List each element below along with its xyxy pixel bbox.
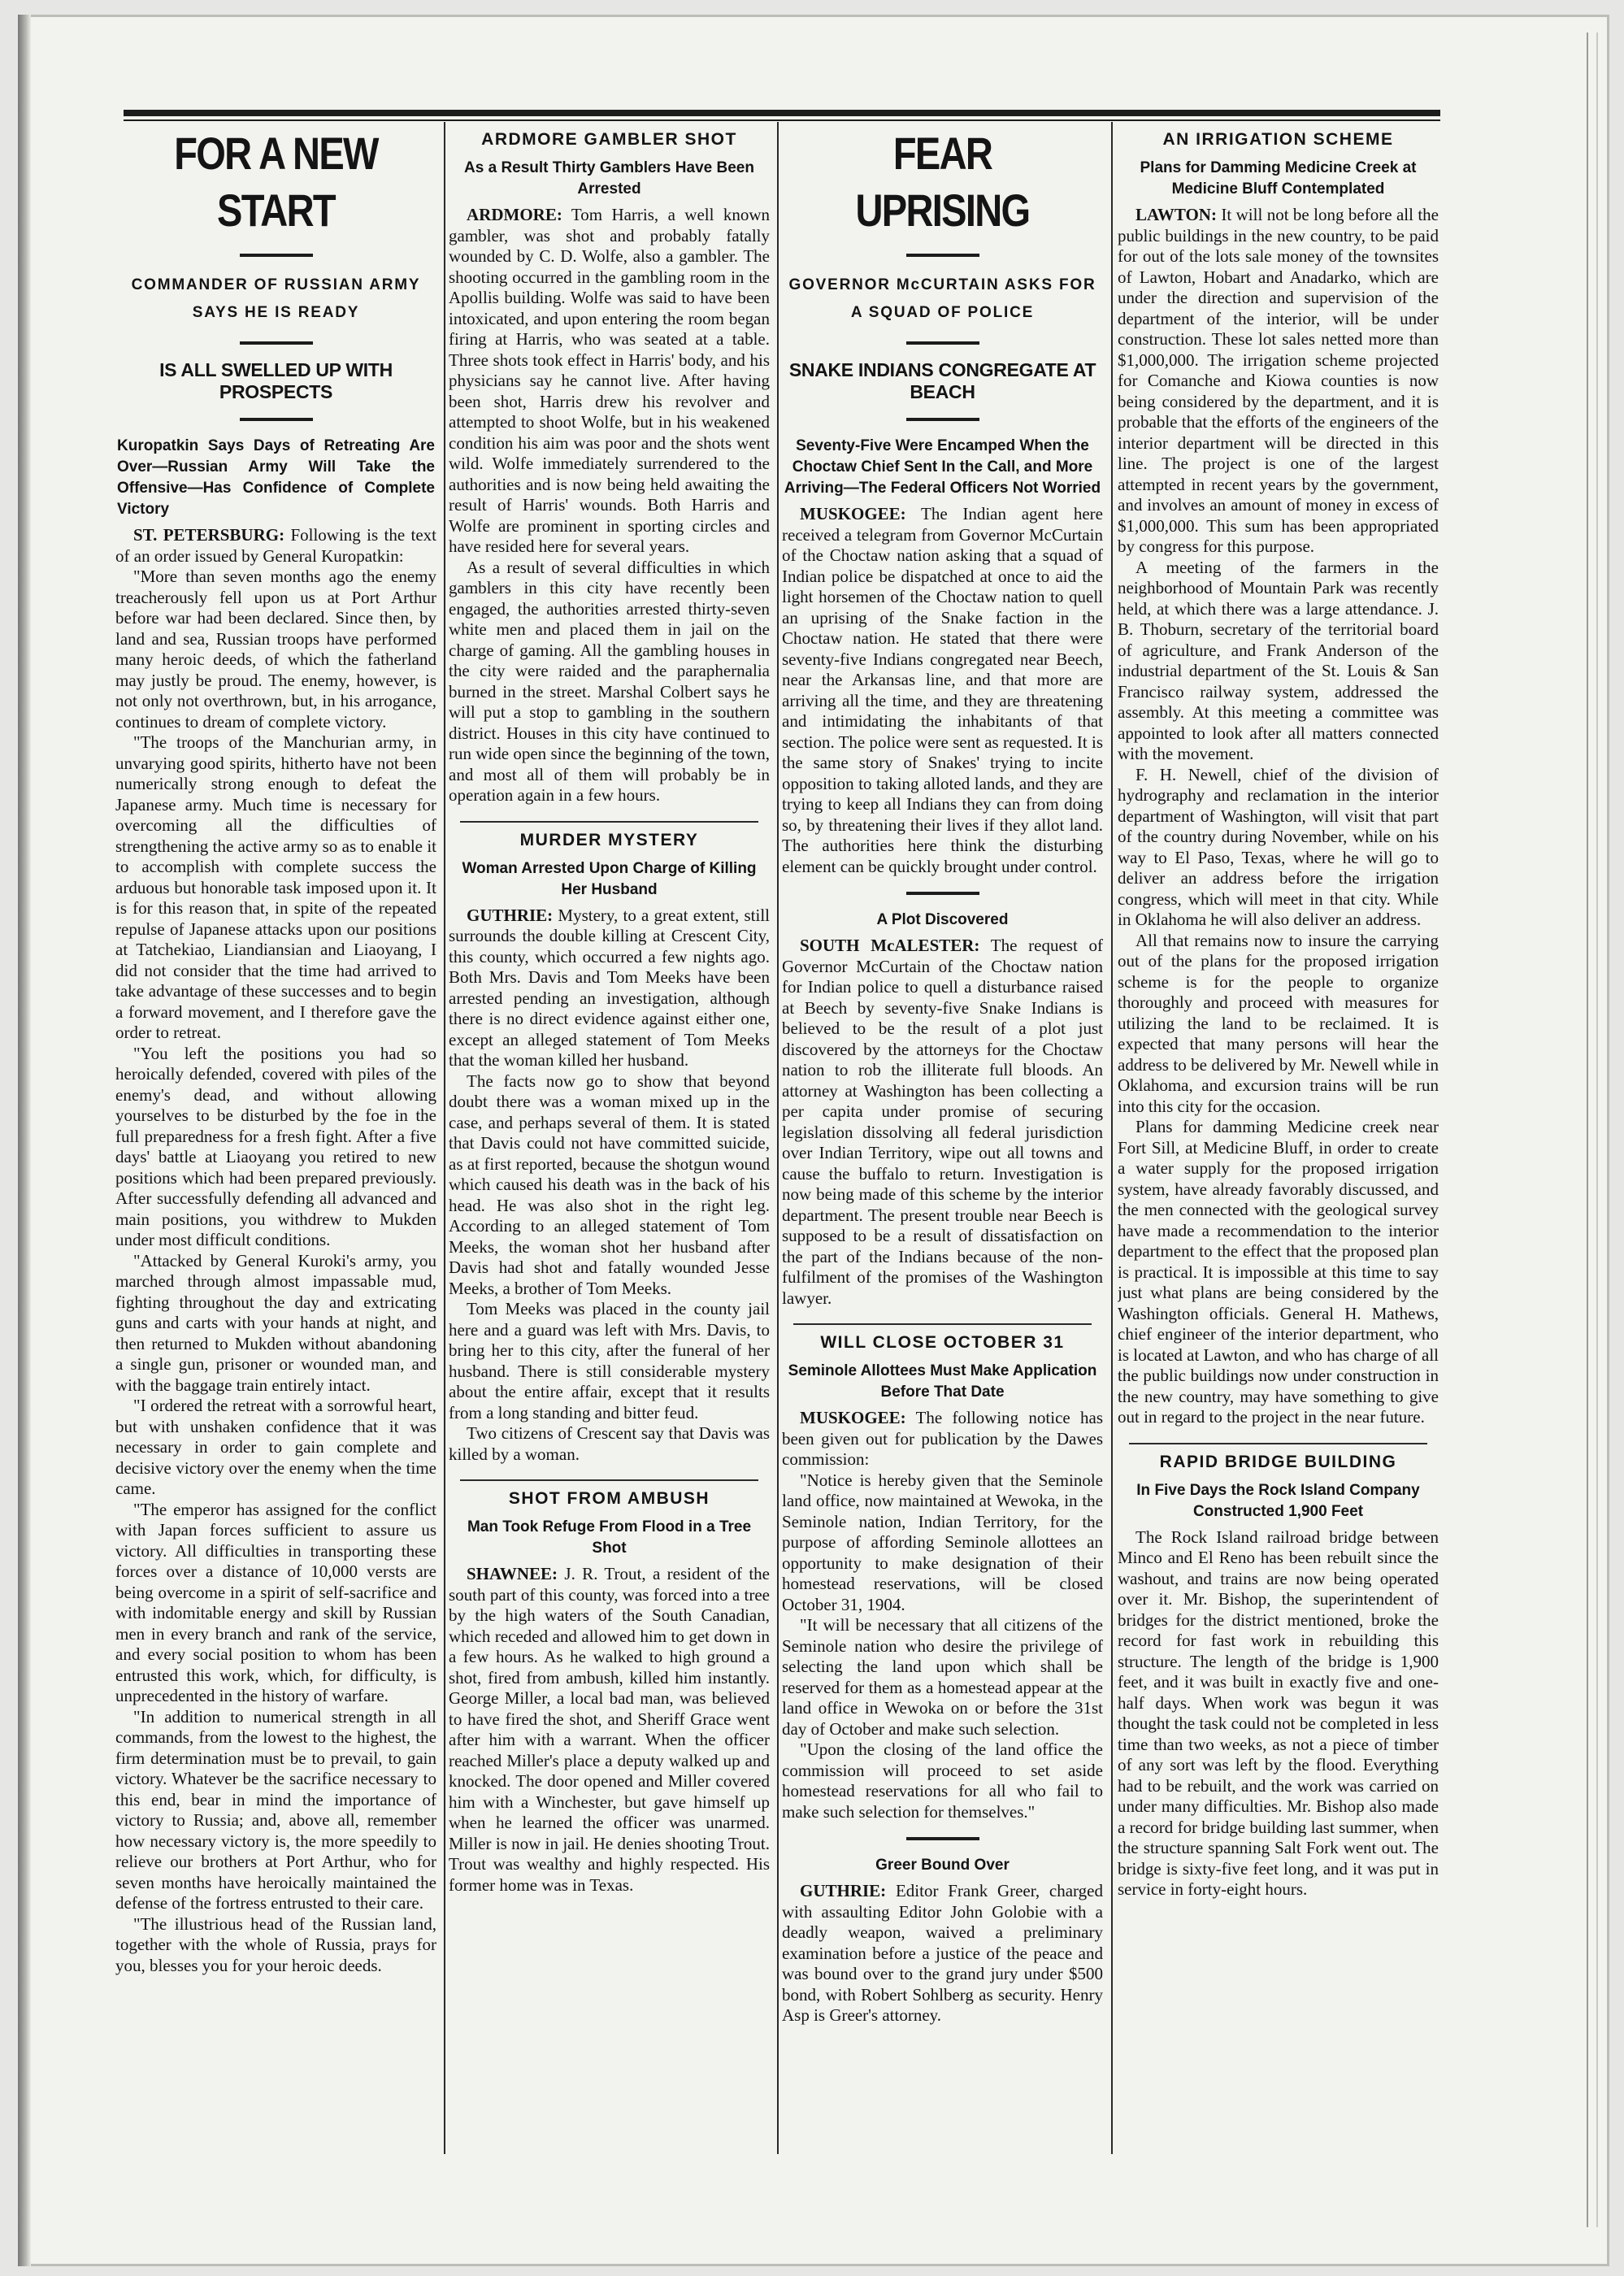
article-paragraph: MUSKOGEE: The Indian agent here received a telegram from Governor McCurtain of the Choctaw nation asking that a squad of Indian police be dispatched at once to aid the light horsemen of the Choctaw nation to quell an uprising of the Snake faction in the Choctaw nation. He stated that there were seventy-five Indians congregated near Beech, near the Arkansas line, and that more are arriving all the time, and they are threatening and intimidating the inhabitants of that section. The police were sent as requested. It is the same story of Snakes' trying to incite opposition to taking alloted lands, and they are trying to keep all Indians they can from doing so, by threatening their lives if they allot land. The authorities here think the disturbing element can be quickly brought under control. <box>782 504 1103 876</box>
subhead-ardmore: As a Result Thirty Gamblers Have Been Arrested <box>464 159 754 198</box>
kicker-irrigation: AN IRRIGATION SCHEME <box>1162 130 1394 149</box>
dateline: SHAWNEE: <box>467 1564 558 1583</box>
article-paragraph: GUTHRIE: Editor Frank Greer, charged with assaulting Editor John Golobie with a deadly weapon, waived a preliminary examination before a justice of the peace and was bound over to the grand jury under $500 bond, with Robert Sohlberg as security. Henry Asp is Greer's attorney. <box>782 1881 1103 2025</box>
article-paragraph: GUTHRIE: Mystery, to a great extent, still surrounds the double killing at Crescent City, this county, which occurred a few nights ago. Both Mrs. Davis and Tom Meeks have been arrested pending an investigation, although there is no direct evidence against either one, except an alleged statement of Tom Meeks that the woman killed her husband. <box>449 905 770 1070</box>
article-paragraph: Plans for damming Medicine creek near Fort Sill, at Medicine Bluff, in order to create a water supply for the proposed irrigation system, have already favorably discussed, and the men connected with the geological survey have made a recommendation to the interior department to the effect that the proposed plan is practical. It is impossible at this time to say just what plans are being considered by the Washington officials. General H. Mathews, chief engineer of the interior department, who is located at Lawton, and who has charge of all the public buildings now under construction in the new country, may have something to give out in regard to the project in the near future. <box>1118 1117 1439 1427</box>
kicker-murder: MURDER MYSTERY <box>519 830 699 849</box>
subhead-murder: Woman Arrested Upon Charge of Killing Her Husband <box>462 859 757 898</box>
article-paragraph: "In addition to numerical strength in all commands, from the lowest to the highest, the firm determination must be to prevail, to gain victory. Whatever be the sacrifice necessary to this end, bear in mind the importance of victory to Russia; and, above all, remember how necessary victory is, the more speedily to relieve our brothers at Port Arthur, who for seven months have heroically maintained the defense of the fortress entrusted to their care. <box>115 1706 436 1913</box>
page-edge-shadow <box>18 15 31 2266</box>
dateline: GUTHRIE: <box>800 1881 887 1900</box>
column-2 <box>449 124 770 2187</box>
article-paragraph: The facts now go to show that beyond doubt there was a woman mixed up in the case, and perhaps several of them. It is stated that Davis could not have committed suicide, as at first reported, because the shotgun wound which caused his death was in the back of his head. He was also shot in the right leg. According to an alleged statement of Tom Meeks, the woman shot her husband after Davis had shot and fatally wounded Jesse Meeks, a brother of Tom Meeks. <box>449 1071 770 1298</box>
dateline: SOUTH McALESTER: <box>800 936 980 955</box>
dateline: ST. PETERSBURG: <box>133 525 285 545</box>
article-paragraph: ST. PETERSBURG: Following is the text of an order issued by General Kuropatkin: <box>115 525 436 566</box>
article-paragraph: LAWTON: It will not be long before all the public buildings in the new country, to be paid for out of the lots sale money of the townsites of Lawton, Hobart and Anadarko, which are under the direction and supervision of the department of the interior, will be under construction. These lot sales netted more than $1,000,000. The irrigation scheme projected for Comanche and Kiowa counties is now being considered by the department, and it is probable that the efforts of the engineers of the interior department will be directed in this line. The project is one of the largest attempted in recent years by the government, and involves an amount of money in excess of $1,000,000. This sum has been appropriated by congress for this purpose. <box>1118 205 1439 556</box>
section-rule <box>906 892 979 895</box>
article-paragraph: MUSKOGEE: The following notice has been given out for publication by the Dawes commission: <box>782 1408 1103 1469</box>
dateline: ARDMORE: <box>467 205 562 224</box>
column-1 <box>115 124 436 2187</box>
deck-rule <box>906 254 979 257</box>
section-rule <box>793 1323 1092 1325</box>
article-paragraph: SHAWNEE: J. R. Trout, a resident of the south part of this county, was forced into a tree by the high waters of the South Canadian, which receded and allowed him to get down in a few hours. As he walked to high ground a shot, fired from ambush, killed him instantly. George Miller, a local bad man, was believed to have fired the shot, and Sheriff Grace went after him with a warrant. When the officer reached Miller's place a deputy walked up and knocked. The door opened and Miller covered him with a Winchester, but gave himself up when he learned the officer was unarmed. Miller is now in jail. He denies shooting Trout. Trout was wealthy and highly respected. His former home was in Texas. <box>449 1564 770 1895</box>
section-rule <box>1129 1443 1427 1444</box>
column-rule-3 <box>1111 122 1113 2154</box>
section-rule <box>460 1479 758 1481</box>
deck-rule <box>906 418 979 421</box>
summary-seventy-five: Seventy-Five Were Encamped When the Choctaw Chief Sent In the Call, and More Arriving—The Federal Officers Not Worried <box>784 437 1101 497</box>
deck-rule <box>240 254 313 257</box>
column-4 <box>1118 124 1439 2187</box>
article-paragraph: SOUTH McALESTER: The request of Governor McCurtain of the Choctaw nation for Indian police to quell a disturbance raised at Beech by seventy-five Snake Indians is believed to be the result of a plot just discovered by the attorneys for the Choctaw nation to rob the illiterate full bloods. An attorney at Washington has been collecting a per capita under promise of securing legislation dissolving all federal jurisdiction over Indian Territory, wipe out all towns and cause the buffalo to return. Investigation is now being made of this scheme by the interior department. The present trouble near Beech is supposed to be a result of dissatisfaction on the part of the Indians because of the non-fulfilment of the promises of the Washington lawyer. <box>782 936 1103 1308</box>
subhead-plot: A Plot Discovered <box>876 911 1009 928</box>
deck-snake-indians: SNAKE INDIANS CONGREGATE AT BEACH <box>788 359 1096 402</box>
headline-new-start: FOR A NEW START <box>174 128 378 236</box>
article-paragraph: The Rock Island railroad bridge between Minco and El Reno has been rebuilt since the washout, and trains are now being operated over it. Mr. Bishop, the superintendent of bridges for the district mentioned, broke the record for fast work in rebuilding this structure. The length of the bridge is 1,900 feet, and it was built in exactly five and one-half days. When work was begun it was thought the task could not be completed in less time than two weeks, as not a piece of timber of any sort was left by the flood. Everything had to be rebuilt, and the work was carried on under many difficulties. Mr. Bishop also made a record for bridge building last summer, when the structure spanning Salt Fork went out. The bridge is sixty-five feet long, and it was put in service in forty-eight hours. <box>1118 1527 1439 1899</box>
deck-rule <box>240 341 313 345</box>
article-paragraph: "You left the positions you had so heroically defended, covered with piles of the enemy's dead, and without allowing yourselves to be disturbed by the foe in the full preparedness for a fresh fight. After a five days' battle at Liaoyang you retired to new positions which had been prepared previously. After successfully defending all advanced and main positions, you withdrew to Mukden under most difficult conditions. <box>115 1043 436 1249</box>
kicker-ardmore: ARDMORE GAMBLER SHOT <box>481 130 737 149</box>
right-margin-stripe <box>1587 33 1598 2227</box>
top-rule-thin <box>124 119 1440 121</box>
subhead-seminole: Seminole Allottees Must Make Application Before That Date <box>788 1362 1097 1401</box>
headline-fear-uprising: FEAR UPRISING <box>855 128 1030 236</box>
column-3 <box>782 124 1103 2187</box>
dateline: LAWTON: <box>1135 205 1217 224</box>
deck-governor: GOVERNOR McCURTAIN ASKS FOR A SQUAD OF POLICE <box>788 276 1096 321</box>
kicker-bridge: RAPID BRIDGE BUILDING <box>1159 1452 1397 1471</box>
kicker-october: WILL CLOSE OCTOBER 31 <box>820 1333 1065 1352</box>
article-paragraph: Two citizens of Crescent say that Davis was killed by a woman. <box>449 1423 770 1464</box>
summary-kuropatkin: Kuropatkin Says Days of Retreating Are Over—Russian Army Will Take the Offensive—Has Confidence of Complete Victory <box>117 437 435 518</box>
article-paragraph: As a result of several difficulties in which gamblers in this city have recently been engaged, the authorities arrested thirty-seven white men and placed them in jail on the charge of gaming. All the gambling houses in the city were raided and the paraphernalia burned in the street. Marshal Colbert says he will put a stop to gambling in the southern district. Houses in this city have continued to run wide open since the beginning of the town, and most all of them will probably be in operation again in a few hours. <box>449 557 770 805</box>
subhead-ambush: Man Took Refuge From Flood in a Tree Shot <box>467 1518 752 1557</box>
subhead-greer: Greer Bound Over <box>875 1857 1010 1874</box>
article-paragraph: Tom Meeks was placed in the county jail here and a guard was left with Mrs. Davis, to bring her to this city, after the funeral of her husband. There is still considerable mystery about the entire affair, except that it results from a long standing and bitter feud. <box>449 1299 770 1422</box>
dateline: GUTHRIE: <box>467 905 554 925</box>
deck-commander: COMMANDER OF RUSSIAN ARMY SAYS HE IS READY <box>131 276 421 321</box>
deck-rule <box>240 418 313 421</box>
deck-rule <box>906 341 979 345</box>
dateline: MUSKOGEE: <box>800 1408 906 1427</box>
deck-prospects: IS ALL SWELLED UP WITH PROSPECTS <box>159 359 393 402</box>
article-paragraph: "The troops of the Manchurian army, in unvarying good spirits, hitherto have not been numerically strong enough to defeat the Japanese army. Much time is necessary for overcoming all the difficulties of strengthening the active army so as to enable it to accomplish with complete success the arduous but honorable task imposed upon it. It is for this reason that, in spite of the repeated repulse of Japanese attacks upon our positions at Tatchekiao, Liandiansian and Liaoyang, I did not consider that the time had arrived to take advantage of these successes and to begin a forward movement, and I therefore gave the order to retreat. <box>115 732 436 1042</box>
article-paragraph: F. H. Newell, chief of the division of hydrography and reclamation in the interior department of Washington, will visit that part of the country during November, while on his way to El Paso, Texas, where he will go to deliver an address before the irrigation congress, which will meet in that city. While in Oklahoma he will also deliver an address. <box>1118 764 1439 929</box>
article-paragraph: "Attacked by General Kuroki's army, you marched through almost impassable mud, fighting throughout the day and extricating guns and carts with your hands at night, and then returned to Mukden without abandoning a single gun, prisoner or wounded man, and with the baggage train entirely intact. <box>115 1250 436 1395</box>
subhead-irrigation: Plans for Damming Medicine Creek at Medicine Bluff Contemplated <box>1140 159 1417 198</box>
top-rule <box>124 110 1440 116</box>
section-rule <box>460 821 758 823</box>
article-paragraph: "It will be necessary that all citizens of the Seminole nation who desire the privilege of selecting the land upon which shall be reserved for them as a homestead appear at the land office in Wewoka on or before the 31st day of October and make such selection. <box>782 1615 1103 1739</box>
article-paragraph: "More than seven months ago the enemy treacherously fell upon us at Port Arthur before war had been declared. Since then, by land and sea, Russian troops have performed many heroic deeds, of which the fatherland may justly be proud. The enemy, however, is not only not overthrown, but, in his arrogance, continues to dream of complete victory. <box>115 567 436 732</box>
article-paragraph: "Upon the closing of the land office the commission will proceed to set aside homestead reservations for all who fail to make such selection for themselves." <box>782 1740 1103 1822</box>
column-rule-1 <box>444 122 445 2154</box>
dateline: MUSKOGEE: <box>800 504 906 523</box>
column-rule-2 <box>777 122 779 2154</box>
article-paragraph: "Notice is hereby given that the Seminole land office, now maintained at Wewoka, in the Seminole nation, Indian Territory, for the purpose of affording Seminole allottees an opportunity to make designation of their homestead reservations, will be closed October 31, 1904. <box>782 1470 1103 1614</box>
article-paragraph: All that remains now to insure the carrying out of the plans for the proposed irrigation scheme is for the people to organize thoroughly and proceed with measures for utilizing the land to be reclaimed. It is expected that many persons will hear the address to be delivered by Mr. Newell while in Oklahoma, and excursion trains will be run into this city for the occasion. <box>1118 930 1439 1116</box>
subhead-bridge: In Five Days the Rock Island Company Constructed 1,900 Feet <box>1136 1481 1420 1520</box>
section-rule <box>906 1837 979 1840</box>
article-paragraph: "The emperor has assigned for the conflict with Japan forces sufficient to assure us victory. All difficulties in transporting these forces over a distance of 10,000 versts are being overcome in a spirit of self-sacrifice and with indomitable energy and skill by Russian men in every branch and rank of the service, and every social position to whom has been entrusted this work, which, for difficulty, is unprecedented in the history of warfare. <box>115 1499 436 1705</box>
kicker-ambush: SHOT FROM AMBUSH <box>508 1489 710 1508</box>
article-paragraph: ARDMORE: Tom Harris, a well known gambler, was shot and probably fatally wounded by C. D. Wolfe, also a gambler. The shooting occurred in the gambling room in the Apollis building. Wolfe was said to have been intoxicated, and upon entering the room began firing at Harris, who was seated at a table. Three shots took effect in Harris' body, and his physicians say he cannot live. After having been shot, Harris drew his revolver and attempted to shoot Wolfe, but in his weakened condition his aim was poor and the shots went wild. Wolfe immediately surrendered to the authorities and is now being held awaiting the result of Harris' wounds. Both Harris and Wolfe are prominent in sporting circles and have resided here for several years. <box>449 205 770 556</box>
article-paragraph: "I ordered the retreat with a sorrowful heart, but with unshaken confidence that it was necessary in order to gain complete and decisive victory over the enemy when the time came. <box>115 1396 436 1498</box>
article-paragraph: A meeting of the farmers in the neighborhood of Mountain Park was recently held, at which there was a large attendance. J. B. Thoburn, secretary of the territorial board of agriculture, and Frank Anderson of the industrial department of the St. Louis & San Francisco railway system, addressed the assembly. At this meeting a committee was appointed to look after all matters connected with the movement. <box>1118 557 1439 763</box>
article-paragraph: "The illustrious head of the Russian land, together with the whole of Russia, prays for you, blesses you for your heroic deeds. <box>115 1913 436 1975</box>
